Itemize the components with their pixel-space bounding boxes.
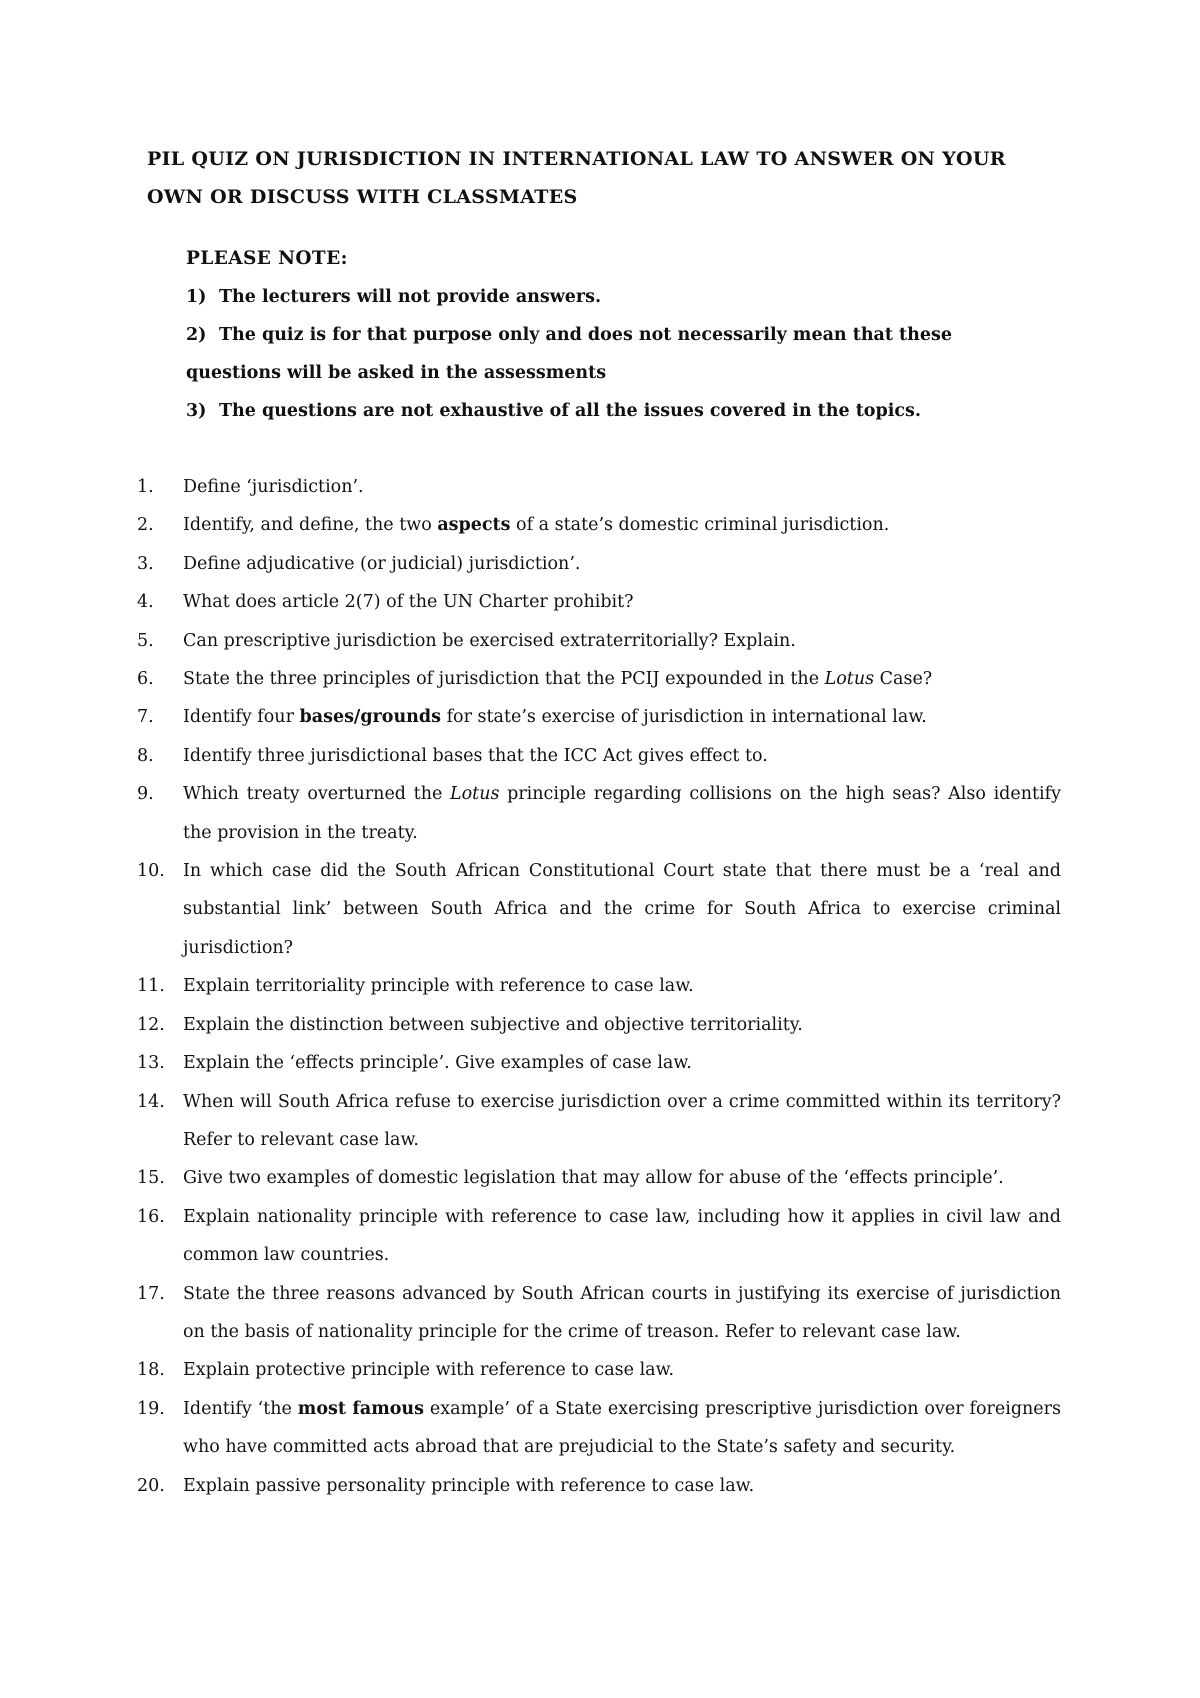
question-item (137, 1467, 1061, 1505)
question-item (137, 1044, 1061, 1082)
question-number: 10. (137, 861, 165, 882)
question-text (183, 631, 796, 651)
question-item (137, 545, 1061, 583)
question-number: 19. (137, 1398, 165, 1419)
question-text-part: Explain the distinction between subjective and objective territoriality. (183, 1014, 803, 1035)
question-item (137, 775, 1061, 852)
note-block (186, 240, 1046, 430)
question-item (137, 967, 1061, 1005)
question-text (183, 515, 889, 535)
question-item (137, 660, 1061, 698)
question-text-part: Case? (874, 669, 933, 690)
question-text-part: In which case did the South African Constitutional Court state that there must be a ‘real and substantial link’ between South Africa and the crime for South Africa to exercise criminal jurisdiction? (183, 861, 1061, 958)
question-number: 1. (137, 477, 154, 497)
note-item (186, 278, 1046, 316)
question-text-part: Identify three jurisdictional bases that the ICC Act gives effect to. (183, 745, 768, 766)
note-text: The quiz is for that purpose only and does not necessarily mean that these questions will be asked in the assessments (186, 325, 952, 383)
question-item (137, 1083, 1061, 1160)
question-item (137, 1351, 1061, 1389)
question-item (137, 1159, 1061, 1197)
question-text (183, 554, 580, 574)
question-number: 8. (137, 745, 154, 766)
question-number: 16. (137, 1206, 165, 1227)
question-item (137, 622, 1061, 660)
question-text-part: Define ‘jurisdiction’. (183, 477, 364, 497)
question-text (183, 976, 694, 996)
note-number: 2) (186, 325, 207, 345)
question-text-part: Give two examples of domestic legislation that may allow for abuse of the ‘effects principle’. (183, 1168, 1004, 1189)
question-text-part: Which treaty overturned the (183, 784, 450, 805)
question-text (183, 1092, 1061, 1150)
question-number: 7. (137, 707, 154, 728)
question-text (183, 1053, 692, 1073)
question-text (183, 746, 768, 766)
question-item (137, 583, 1061, 621)
question-text (183, 477, 364, 497)
question-text-part: Explain passive personality principle with reference to case law. (183, 1475, 755, 1496)
question-item (137, 506, 1061, 544)
question-text (183, 669, 932, 689)
question-text (183, 592, 634, 612)
question-item (137, 1198, 1061, 1275)
question-text (183, 1207, 1061, 1265)
question-emphasis: bases/grounds (299, 707, 441, 728)
question-text-part: Explain nationality principle with reference to case law, including how it applies in civil law and common law countries. (183, 1206, 1061, 1266)
question-text (183, 784, 1061, 842)
question-text (183, 1476, 754, 1496)
question-text (183, 1168, 1004, 1188)
question-text (183, 1360, 674, 1380)
question-item (137, 1390, 1061, 1467)
question-text-part: for state’s exercise of jurisdiction in international law. (441, 707, 927, 728)
question-item (137, 737, 1061, 775)
question-text (183, 1015, 803, 1035)
question-text-part: Identify ‘the (183, 1398, 298, 1419)
note-number: 1) (186, 287, 207, 307)
question-text-part: Explain territoriality principle with reference to case law. (183, 976, 694, 997)
note-heading: PLEASE NOTE: (186, 248, 348, 269)
case-name-italic: Lotus (450, 784, 500, 805)
question-text (183, 707, 927, 727)
document-title: PIL QUIZ ON JURISDICTION IN INTERNATIONAL LAW TO ANSWER ON YOUR OWN OR DISCUSS WITH CLASSMATES (147, 148, 1006, 208)
note-number: 3) (186, 401, 207, 421)
question-item (137, 852, 1061, 967)
question-text-part: Explain protective principle with reference to case law. (183, 1360, 675, 1381)
question-text-part: Identify, and define, the two (183, 515, 438, 536)
question-text-part: What does article 2(7) of the UN Charter prohibit? (183, 592, 634, 613)
question-emphasis: most famous (297, 1398, 425, 1419)
question-text-part: State the three reasons advanced by South African courts in justifying its exercise of jurisdiction on the basis of nationality principle for the crime of treason. Refer to relevant case law. (183, 1283, 1061, 1342)
question-number: 14. (137, 1091, 165, 1112)
question-text (183, 1399, 1061, 1457)
question-number: 6. (137, 669, 154, 690)
case-name-italic: Lotus (824, 669, 875, 690)
question-number: 2. (137, 515, 154, 536)
question-number: 13. (137, 1053, 165, 1074)
question-text-part: example’ of a State exercising prescriptive jurisdiction over foreigners who have committed acts abroad that are prejudicial to the State’s safety and security. (183, 1398, 1061, 1458)
question-text-part: Explain the ‘effects principle’. Give examples of case law. (183, 1053, 692, 1074)
question-item (137, 468, 1061, 506)
question-text-part: Identify four (183, 707, 300, 728)
question-number: 15. (137, 1168, 165, 1189)
question-number: 5. (137, 630, 154, 651)
question-list (137, 468, 1061, 1505)
note-text: The questions are not exhaustive of all the issues covered in the topics. (219, 401, 921, 421)
question-number: 17. (137, 1283, 165, 1304)
question-text-part: State the three principles of jurisdiction that the PCIJ expounded in the (183, 669, 825, 690)
question-item (137, 698, 1061, 736)
question-number: 20. (137, 1475, 165, 1496)
question-item (137, 1006, 1061, 1044)
question-emphasis: aspects (437, 515, 511, 536)
question-number: 9. (137, 784, 154, 805)
note-item (186, 392, 1046, 430)
question-text-part: When will South Africa refuse to exercise jurisdiction over a crime committed within its territory? Refer to relevant case law. (183, 1091, 1061, 1150)
question-text (183, 1284, 1061, 1342)
question-number: 18. (137, 1360, 165, 1381)
question-text-part: principle regarding collisions on the high seas? Also identify the provision in the treaty. (183, 784, 1062, 843)
question-number: 4. (137, 592, 154, 613)
question-number: 3. (137, 553, 154, 574)
question-number: 12. (137, 1014, 165, 1035)
question-number: 11. (137, 976, 165, 997)
note-item (186, 316, 1046, 392)
question-text (183, 861, 1061, 958)
question-text-part: Can prescriptive jurisdiction be exercised extraterritorially? Explain. (183, 630, 796, 651)
note-text: The lecturers will not provide answers. (219, 287, 602, 307)
question-item (137, 1275, 1061, 1352)
question-text-part: of a state’s domestic criminal jurisdiction. (510, 515, 890, 536)
question-text-part: Define adjudicative (or judicial) jurisdiction’. (183, 553, 581, 574)
